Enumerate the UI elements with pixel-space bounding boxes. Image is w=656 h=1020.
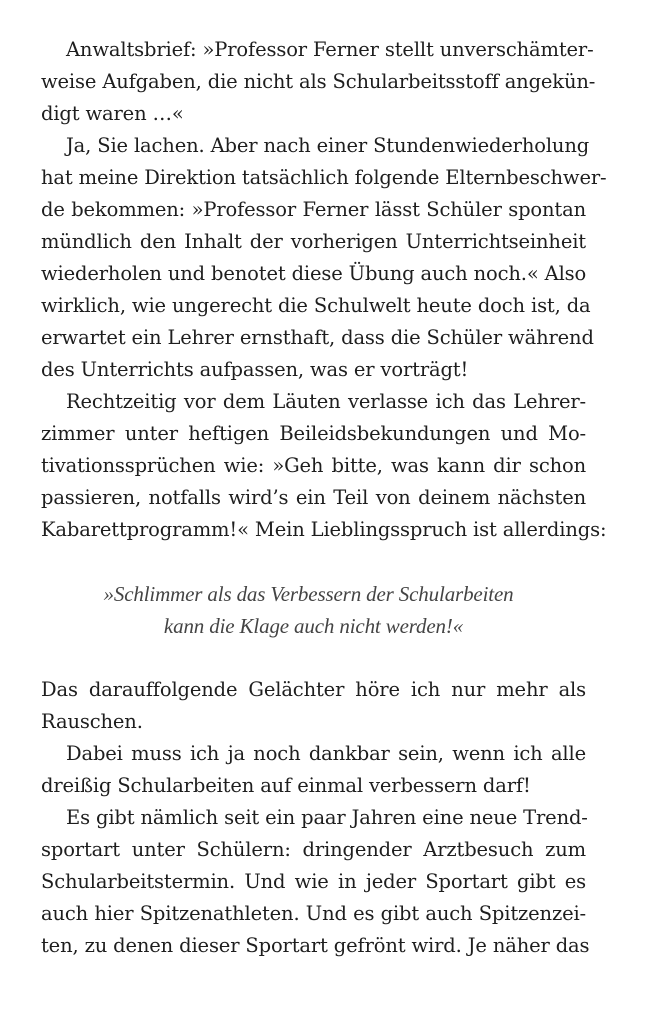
quote-line: »Schlimmer als das Verbessern der Schularbeiten — [103, 582, 514, 606]
text-line: tivationssprüchen wie: »Geh bitte, was kann dir schon — [41, 454, 586, 477]
book-page — [41, 34, 607, 962]
text-line: Rauschen. — [41, 710, 143, 733]
text-line: passieren, notfalls wird’s ein Teil von deinem nächsten — [41, 486, 586, 509]
quote-line: kann die Klage auch nicht werden!« — [163, 614, 464, 638]
text-line: Schularbeitstermin. Und wie in jeder Sportart gibt es — [41, 870, 586, 893]
text-line: wiederholen und benotet diese Übung auch noch.« Also — [41, 262, 587, 285]
text-line: weise Aufgaben, die nicht als Schularbeitsstoff angekün- — [41, 70, 596, 93]
text-line: auch hier Spitzenathleten. Und es gibt auch Spitzenzei- — [41, 902, 586, 925]
text-line: hat meine Direktion tatsächlich folgende Elternbeschwer- — [41, 166, 607, 189]
text-line: de bekommen: »Professor Ferner lässt Schüler spontan — [41, 198, 586, 221]
paragraph-rechtzeitig — [41, 386, 607, 546]
text-line: Das darauffolgende Gelächter höre ich nur mehr als — [41, 678, 586, 701]
text-line: Anwaltsbrief: »Professor Ferner stellt unverschämter- — [66, 38, 594, 61]
text-line: des Unterrichts aufpassen, was er vorträgt! — [41, 358, 469, 381]
paragraph-anwaltsbrief — [41, 34, 596, 130]
paragraph-ja-sie-lachen — [41, 130, 607, 386]
text-line: sportart unter Schülern: dringender Arztbesuch zum — [41, 838, 586, 861]
text-line: Es gibt nämlich seit ein paar Jahren eine neue Trend- — [66, 806, 588, 829]
text-line: Kabarettprogramm!« Mein Lieblingsspruch ist allerdings: — [41, 518, 607, 541]
block-quote — [41, 578, 586, 642]
text-line: wirklich, wie ungerecht die Schulwelt heute doch ist, da — [41, 294, 591, 317]
text-line: erwartet ein Lehrer ernsthaft, dass die Schüler während — [41, 326, 594, 349]
text-line: mündlich den Inhalt der vorherigen Unterrichtseinheit — [41, 230, 586, 253]
text-line: digt waren …« — [41, 102, 184, 125]
paragraph-gelaechter — [41, 674, 586, 738]
text-line: Dabei muss ich ja noch dankbar sein, wenn ich alle — [66, 742, 586, 765]
text-line: zimmer unter heftigen Beileidsbekundungen und Mo- — [41, 422, 586, 445]
text-line: Rechtzeitig vor dem Läuten verlasse ich das Lehrer- — [66, 390, 586, 413]
text-line: ten, zu denen dieser Sportart gefrönt wird. Je näher das — [41, 934, 590, 957]
text-line: Ja, Sie lachen. Aber nach einer Stundenwiederholung — [66, 134, 590, 157]
paragraph-trendsportart — [41, 802, 590, 962]
paragraph-dabei — [41, 738, 586, 802]
text-line: dreißig Schularbeiten auf einmal verbessern darf! — [41, 774, 531, 797]
